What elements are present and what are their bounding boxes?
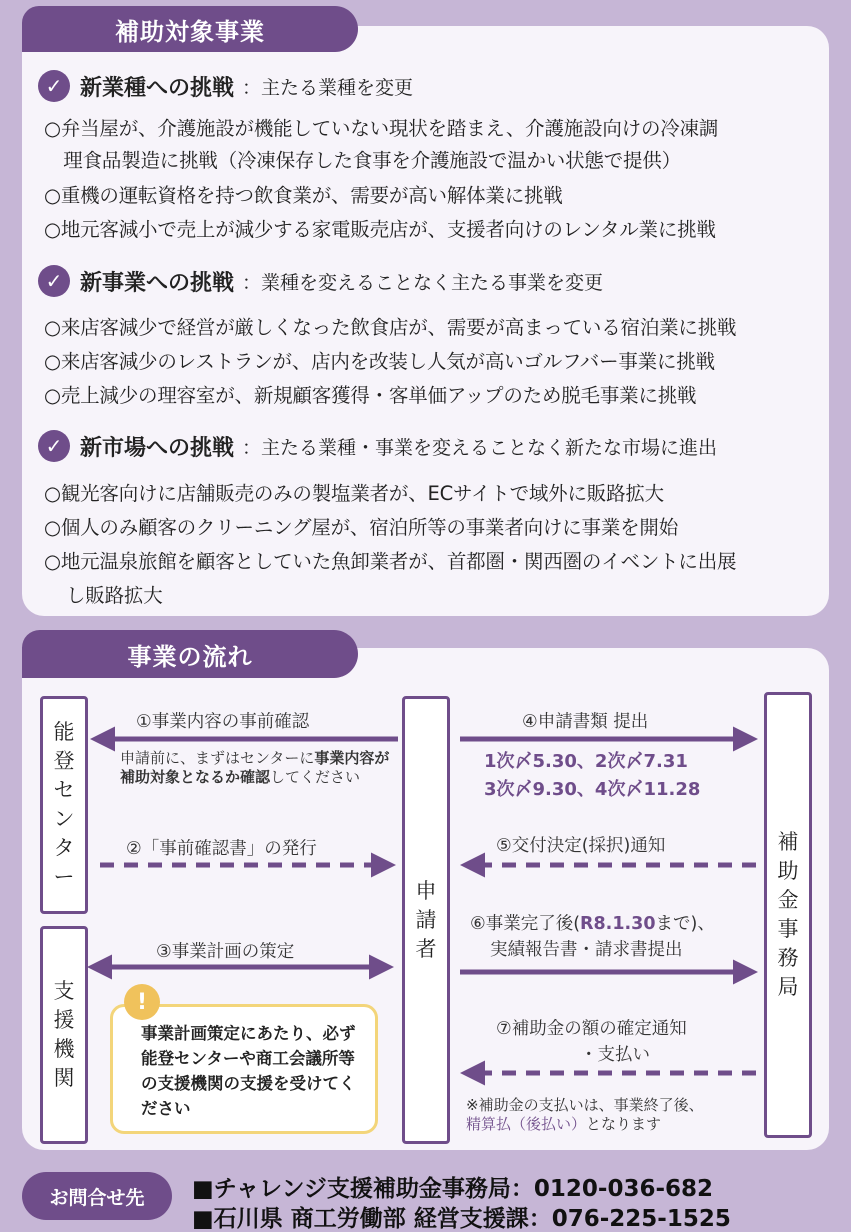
check-icon: ✓ (38, 430, 70, 462)
section-tab-business-flow: 事業の流れ (22, 630, 358, 678)
check-icon: ✓ (38, 70, 70, 102)
category-title: 新事業への挑戦 (80, 270, 235, 296)
list-item: ○来店客減少のレストランが、店内を改装し人気が高いゴルフバー事業に挑戦 (44, 350, 715, 373)
step6-label: ⑥事業完了後(R8.1.30まで)、 (470, 914, 715, 934)
step1-note: 申請前に、まずはセンターに事業内容が補助対象となるか確認してください (120, 749, 390, 786)
step7-note: ※補助金の支払いは、事業終了後、 精算払（後払い）となります (466, 1096, 704, 1133)
deadline-dates (484, 748, 700, 804)
contact-badge: お問合せ先 (22, 1172, 172, 1220)
list-item: ○売上減少の理容室が、新規顧客獲得・客単価アップのため脱毛事業に挑戦 (44, 384, 697, 407)
list-item: ○地元温泉旅館を顧客としていた魚卸業者が、首都圏・関西圏のイベントに出展 (44, 550, 737, 573)
list-item: ○個人のみ顧客のクリーニング屋が、宿泊所等の事業者向けに事業を開始 (44, 516, 679, 539)
warning-box: 事業計画策定にあたり、必ず能登センターや商工会議所等の支援機関の支援を受けてください (110, 1004, 378, 1134)
contact-line-1: ■チャレンジ支援補助金事務局：0120-036-682 (192, 1176, 714, 1202)
category-desc: ：業種を変えることなく主たる事業を変更 (242, 271, 604, 294)
step3-label: ③事業計画の策定 (156, 942, 295, 962)
category-desc: ：主たる業種を変更 (242, 76, 414, 99)
list-item: ○弁当屋が、介護施設が機能していない現状を踏まえ、介護施設向けの冷凍調 (44, 117, 719, 140)
list-item: ○地元客減小で売上が減少する家電販売店が、支援者向けのレンタル業に挑戦 (44, 218, 716, 241)
category-desc: ：主たる業種・事業を変えることなく新たな市場に進出 (242, 436, 718, 459)
deadline-line-1: 1次〆5.30、2次〆7.31 (484, 751, 688, 772)
step1-label: ①事業内容の事前確認 (136, 712, 310, 732)
box-label: 補助金事務局 (777, 830, 799, 999)
list-item: 理食品製造に挑戦（冷凍保存した食事を介護施設で温かい状態で提供） (44, 149, 681, 172)
box-label: 能登センター (53, 720, 75, 889)
contact-line-2: ■石川県 商工労働部 経営支援課：076-225-1525 (192, 1206, 731, 1232)
box-label: 支援機関 (53, 979, 75, 1090)
list-item: し販路拡大 (66, 584, 163, 607)
section-tab-target-projects: 補助対象事業 (22, 6, 358, 52)
category-title: 新市場への挑戦 (80, 435, 235, 461)
step2-label: ②「事前確認書」の発行 (126, 839, 317, 859)
list-item: ○来店客減少で経営が厳しくなった飲食店が、需要が高まっている宿泊業に挑戦 (44, 316, 737, 339)
step5-label: ⑤交付決定(採択)通知 (496, 836, 666, 856)
deadline-line-2: 3次〆9.30、4次〆11.28 (484, 779, 701, 800)
check-icon: ✓ (38, 265, 70, 297)
category-title: 新業種への挑戦 (80, 75, 235, 101)
step7-sublabel: ・支払い (580, 1045, 650, 1065)
list-item: ○観光客向けに店舗販売のみの製塩業者が、ECサイトで域外に販路拡大 (44, 482, 664, 505)
box-label: 申請者 (415, 878, 437, 961)
list-item: ○重機の運転資格を持つ飲食業が、需要が高い解体業に挑戦 (44, 184, 563, 207)
step4-label: ④申請書類 提出 (522, 712, 649, 732)
exclamation-icon: ! (124, 984, 160, 1020)
step6-sublabel: 実績報告書・請求書提出 (490, 940, 683, 960)
step7-label: ⑦補助金の額の確定通知 (496, 1019, 687, 1039)
